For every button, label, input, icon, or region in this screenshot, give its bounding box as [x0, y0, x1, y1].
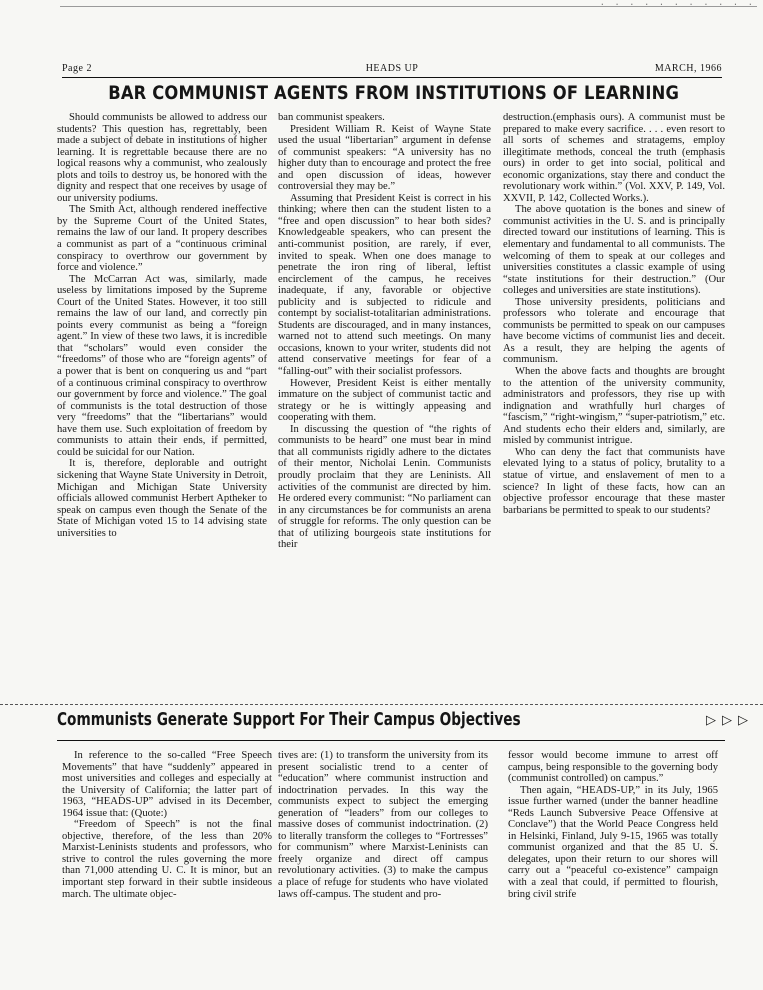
paragraph: In reference to the so-called “Free Speech Movements” that have “suddenly” appeared in most universities and colleges and especially at the University of California; the latter part of 1963, “HEADS-UP” advised in its December, 1964 issue that: (Quote:)	[62, 750, 272, 819]
paragraph: However, President Keist is either mentally immature on the subject of communist tactic and strategy or he is wittingly appeasing and cooperating with them.	[278, 377, 491, 424]
masthead	[62, 63, 722, 77]
paragraph: Who can deny the fact that communists have elevated lying to a status of policy, brutality to a statue of virtue, and enslavement of men to a science? In light of these facts, how can an objective professor encourage that these master barbarians be permitted to speak to our students?	[503, 446, 725, 516]
article2-column-1	[62, 750, 272, 900]
paragraph: tives are: (1) to transform the university from its present socialistic trend to a center of “education” where communist instruction and indoctrination pervades. In this way the communists expect to subject the emerging generation of “leaders” from our colleges to massive doses of communist indoctrination. (2) to literally transform the colleges to “Fortresses” for communism” where Marxist-Leninists can freely organize and direct off campus revolutionary activities. (3) to make the campus a place of refuge for students who have violated laws off-campus. The student and pro-	[278, 750, 488, 900]
arrow-right-icon: ▷	[738, 713, 748, 728]
arrow-right-icon: ▷	[706, 713, 716, 728]
paragraph: In discussing the question of “the rights of communists to be heard” one must bear in mind that all communists rigidly adhere to the dictates of their mentor, Nicholai Lenin. Communists proudly proclaim that they are Leninists. All activities of the communist are directed by him. He ordered every communist: “No parliament can in any circumstances be for communists an arena of struggle for reforms. The only question can be that of utilizing bourgeois state institutions for their	[278, 423, 491, 551]
paragraph: “Freedom of Speech” is not the final objective, therefore, of the less than 20% Marxist-Leninists students and professors, who strive to control the rules governing the more than 71,000 attending U. C. It is minor, but an important step forward in their subtle insideous march. The ultimate objec-	[62, 819, 272, 900]
paragraph: President William R. Keist of Wayne State used the usual “libertarian” argument in defense of communist speakers: “A university has no higher duty than to encourage and protect the free and open discussion of ideas, however controversial they may be.”	[278, 123, 491, 193]
article2-headline: Communists Generate Support For Their Campus Objectives	[57, 709, 521, 730]
paragraph: fessor would become immune to arrest off campus, being responsible to the governing body (communist controlled) on campus.”	[508, 750, 718, 785]
paragraph: The McCarran Act was, similarly, made useless by limitations imposed by the Supreme Court of the United States. However, it too still remains the law of our land, and correctly pin points every communist as being a “foreign agent.” In view of these two laws, it is incredible that “scholars” would even consider the “freedoms” of those who are “foreign agents” of a power that is bent on conquering us and “part of a continuous criminal conspiracy to overthrow our government by force and violence.” The goal of communists is the total destruction of those very “freedoms” that the “libertarians” would have them use. Such exploitation of freedom by communists to attain their ends, if permitted, could be suicidal for our Nation.	[57, 273, 267, 458]
paragraph: Then again, “HEADS-UP,” in its July, 1965 issue further warned (under the banner headline “Reds Launch Subversive Peace Offensive at Conclave”) that the World Peace Congress held in Helsinki, Finland, July 9-15, 1965 was totally communist organized and that the 85 U. S. delegates, upon their return to our shores will carry out a “peaceful co-existence” campaign with a zeal that could, if permitted to flourish, bring civil strife	[508, 784, 718, 900]
paragraph: The Smith Act, although rendered ineffective by the Supreme Court of the United States, remains the law of our land. It propery describes a communist as part of a “continuous criminal conspiracy to overthrow our government by force and violence.”	[57, 204, 267, 274]
article1-headline: BAR COMMUNIST AGENTS FROM INSTITUTIONS OF LEARNING	[108, 82, 680, 104]
issue-date: MARCH, 1966	[654, 63, 722, 74]
paragraph: ban communist speakers.	[278, 112, 385, 123]
article2-headline-rule	[57, 740, 725, 741]
paragraph: Should communists be allowed to address our students? This question has, regrettably, been made a subject of debate in institutions of higher learning. It is regrettable because there are no logical reasons why a communist, who zealously plots and toils to destroy us, be honored with the dignity and respect that one receives by usage of our university podiums.	[57, 112, 267, 204]
section-divider	[0, 704, 763, 705]
paragraph: It is, therefore, deplorable and outright sickening that Wayne State University in Detroit, Michigan and Michigan State University officials allowed communist Herbert Aptheker to speak on campus even though the Senate of the State of Michigan voted 15 to 14 advising state universities to	[57, 458, 267, 539]
continued-arrows	[706, 713, 748, 728]
masthead-rule	[62, 77, 722, 78]
paragraph: Assuming that President Keist is correct in his thinking; where then can the student listen to a “free and open discussion” to hear both sides? Knowledgeable speakers, who can present the anti-communist position, are rarely, if ever, invited to speak. When one does manage to penetrate the iron ring of liberal, leftist encirclement of the campus, he receives inadequate, if any, favorable or objective publicity and is subjected to ridicule and contempt by socialist-totalitarian administrations. Students are discouraged, and in many instances, warned not to attend such meetings. On many occasions, known to your writer, students did not attend conservative meetings for fear of a “falling-out” with their socialist professors.	[278, 192, 491, 378]
arrow-right-icon: ▷	[722, 713, 732, 728]
top-edge-marks: · · · · · · · · · · ·	[599, 0, 755, 10]
article1-column-1	[57, 112, 267, 539]
article1-column-3	[503, 112, 725, 516]
paragraph: When the above facts and thoughts are brought to the attention of the university community, administrators and professors, they rise up with indignation and wrathfully hurl charges of “fascism,” “right-wingism,” “super-patriotism,” etc. And students echo their elders and, similarly, are misled by communist intrigue.	[503, 366, 725, 447]
publication-name: HEADS UP	[365, 63, 419, 74]
article1-column-2	[278, 112, 491, 551]
page-number: Page 2	[62, 63, 92, 74]
paragraph: Those university presidents, politicians and professors who tolerate and encourage that communists be permitted to speak on our campuses have become victims of communist lies and deceit. As a result, they are helping the agents of communism.	[503, 296, 725, 366]
paragraph: The above quotation is the bones and sinew of communist activities in the U. S. and is principally directed toward our institutions of learning. This is elementary and fundamental to all communists. The welcoming of them to speak at our colleges and universities constitutes a classic example of using “state institutions for their destruction.” (Our colleges and universities are state institutions).	[503, 204, 725, 297]
article2-column-3	[508, 750, 718, 900]
article2-column-2	[278, 750, 488, 900]
paragraph: destruction.(emphasis ours). A communist must be prepared to make every sacrifice. . . . even resort to all sorts of schemes and stratagems, employ illegitimate methods, conceal the truth (emphasis ours) in order to get into social, political and economic organizations, stay there and conduct the revolutionary work within.” (Vol. XXV, P. 149, Vol. XXVII, P. 142, Collected Works.).	[503, 112, 725, 204]
